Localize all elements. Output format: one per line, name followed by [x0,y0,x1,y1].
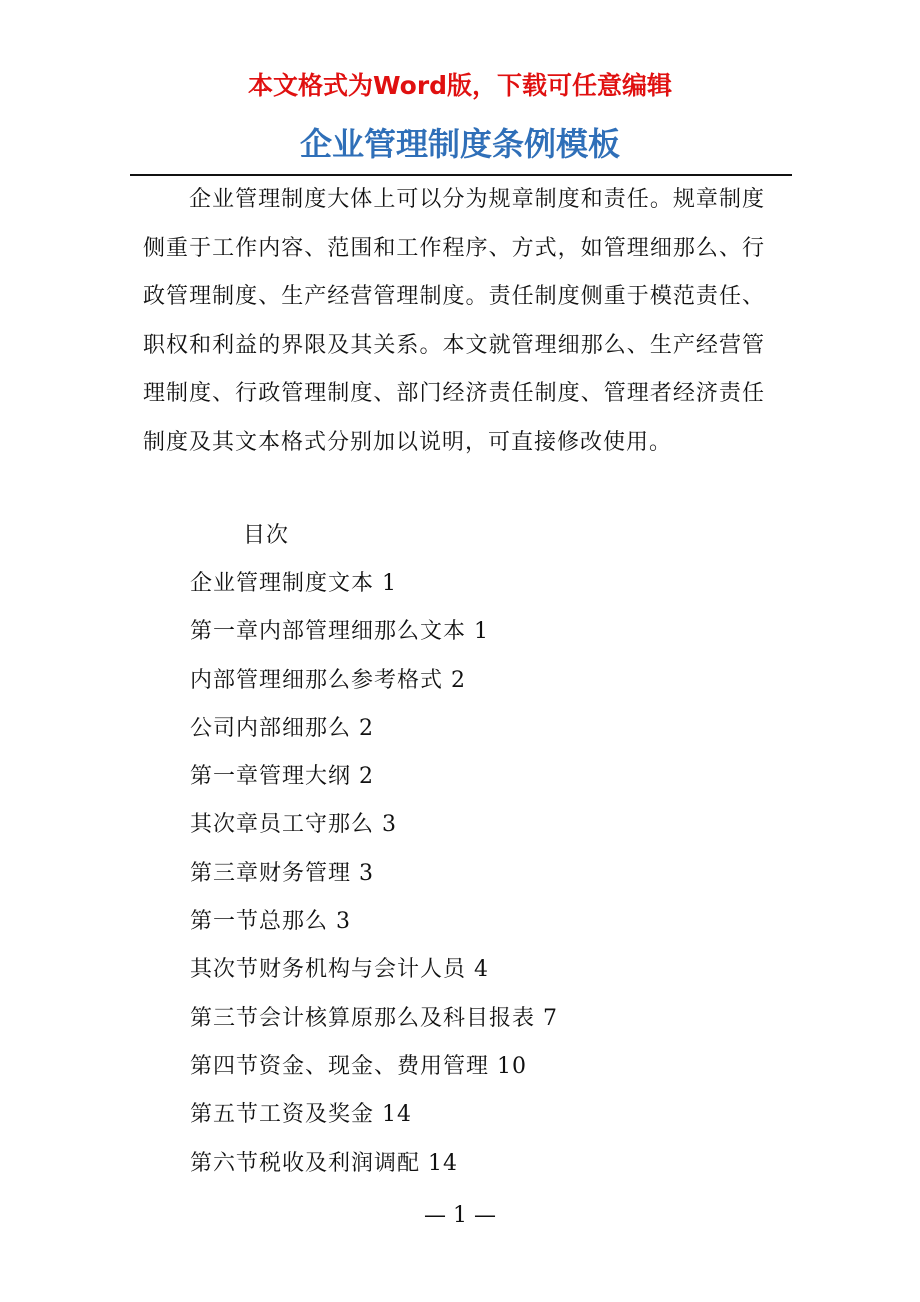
page-number: — 1 — [424,1203,496,1228]
toc-entry: 第六节税收及利润调配 14 [190,1150,458,1176]
toc-entry: 第一节总那么 3 [190,909,351,935]
intro-paragraph: 企业管理制度大体上可以分为规章制度和责任。规章制度侧重于工作内容、范围和工作程序、方式，如管理细那么、行政管理制度、生产经营管理制度。责任制度侧重于模范责任、职权和利益的界限及其关系。本文就管理细那么、生产经营管理制度、行政管理制度、部门经济责任制度、管理者经济责任制度及其文本格式分别加以说明，可直接修改使用。 [143,187,765,455]
toc-entry: 第一章内部管理细那么文本 1 [190,619,489,645]
toc-entry: 第四节资金、现金、费用管理 10 [190,1053,527,1079]
toc-entry: 第一章管理大纲 2 [190,764,374,790]
format-notice-banner: 本文格式为Word版，下载可任意编辑 [247,71,673,100]
toc-entry: 其次章员工守那么 3 [190,812,397,838]
toc-entry: 内部管理细那么参考格式 2 [190,667,466,693]
toc-entry: 第三节会计核算原那么及科目报表 7 [190,1005,558,1031]
toc-entry: 企业管理制度文本 1 [190,571,397,596]
document-title: 企业管理制度条例模板 [299,125,620,163]
toc-entry: 第五节工资及奖金 14 [190,1102,412,1128]
toc-entry: 其次节财务机构与会计人员 4 [190,957,489,983]
toc-entry: 第三章财务管理 3 [190,860,374,886]
table-of-contents [190,562,558,1190]
toc-heading: 目次 [243,523,290,548]
toc-entry: 公司内部细那么 2 [190,715,374,741]
